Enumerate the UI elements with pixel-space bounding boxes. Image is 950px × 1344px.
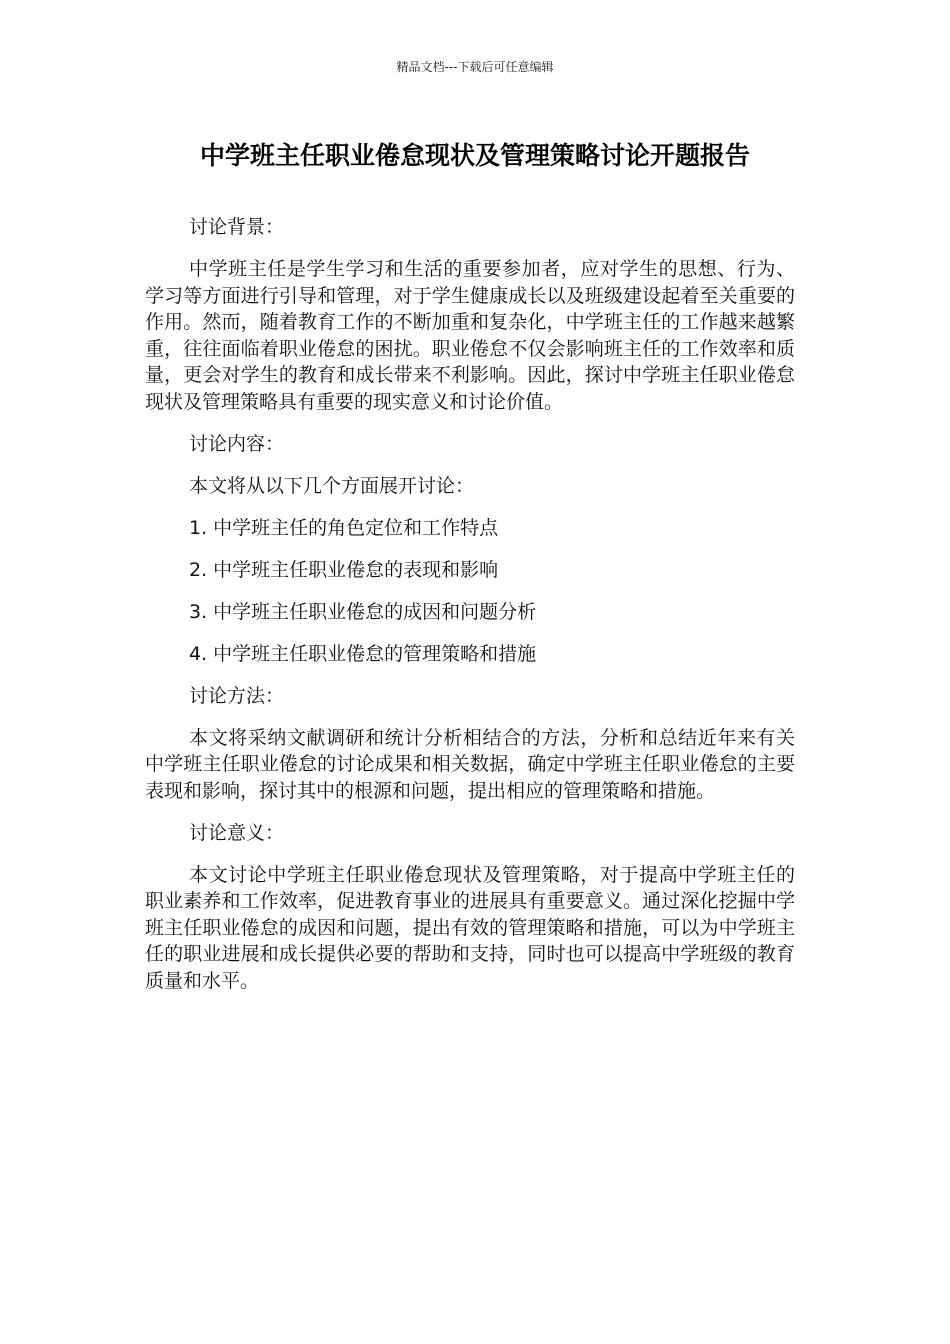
significance-heading: 讨论意义： [189,821,285,844]
content-list-item: 1. 中学班主任的角色定位和工作特点 [189,516,499,539]
background-paragraph: 中学班主任是学生学习和生活的重要参加者，应对学生的思想、行为、学习等方面进行引导和管理，对于学生健康成长以及班级建设起着至关重要的作用。然而，随着教育工作的不断加重和复杂化，中学班主任的工作越来越繁重，往往面临着职业倦怠的困扰。职业倦怠不仅会影响班主任的工作效率和质量，更会对学生的教育和成长带来不利影响。因此，探讨中学班主任职业倦怠现状及管理策略具有重要的现实意义和讨论价值。 [145,258,795,413]
content-list-item: 2. 中学班主任职业倦怠的表现和影响 [189,558,499,581]
significance-paragraph: 本文讨论中学班主任职业倦怠现状及管理策略，对于提高中学班主任的职业素养和工作效率，促进教育事业的进展具有重要意义。通过深化挖掘中学班主任职业倦怠的成因和问题，提出有效的管理策略和措施，可以为中学班主任的职业进展和成长提供必要的帮助和支持，同时也可以提高中学班级的教育质量和水平。 [145,863,795,992]
content-list-item: 4. 中学班主任职业倦怠的管理策略和措施 [189,642,537,665]
header-note: 精品文档---下载后可任意编辑 [396,60,554,74]
background-heading: 讨论背景： [189,216,285,238]
content-intro: 本文将从以下几个方面展开讨论： [189,474,475,497]
method-heading: 讨论方法： [189,684,285,707]
document-title: 中学班主任职业倦怠现状及管理策略讨论开题报告 [199,141,750,170]
method-paragraph: 本文将采纳文献调研和统计分析相结合的方法，分析和总结近年来有关中学班主任职业倦怠的讨论成果和相关数据，确定中学班主任职业倦怠的主要表现和影响，探讨其中的根源和问题，提出相应的管理策略和措施。 [145,726,795,802]
content-list-item: 3. 中学班主任职业倦怠的成因和问题分析 [189,600,537,623]
content-heading: 讨论内容： [189,432,285,455]
document-body [145,214,795,1010]
